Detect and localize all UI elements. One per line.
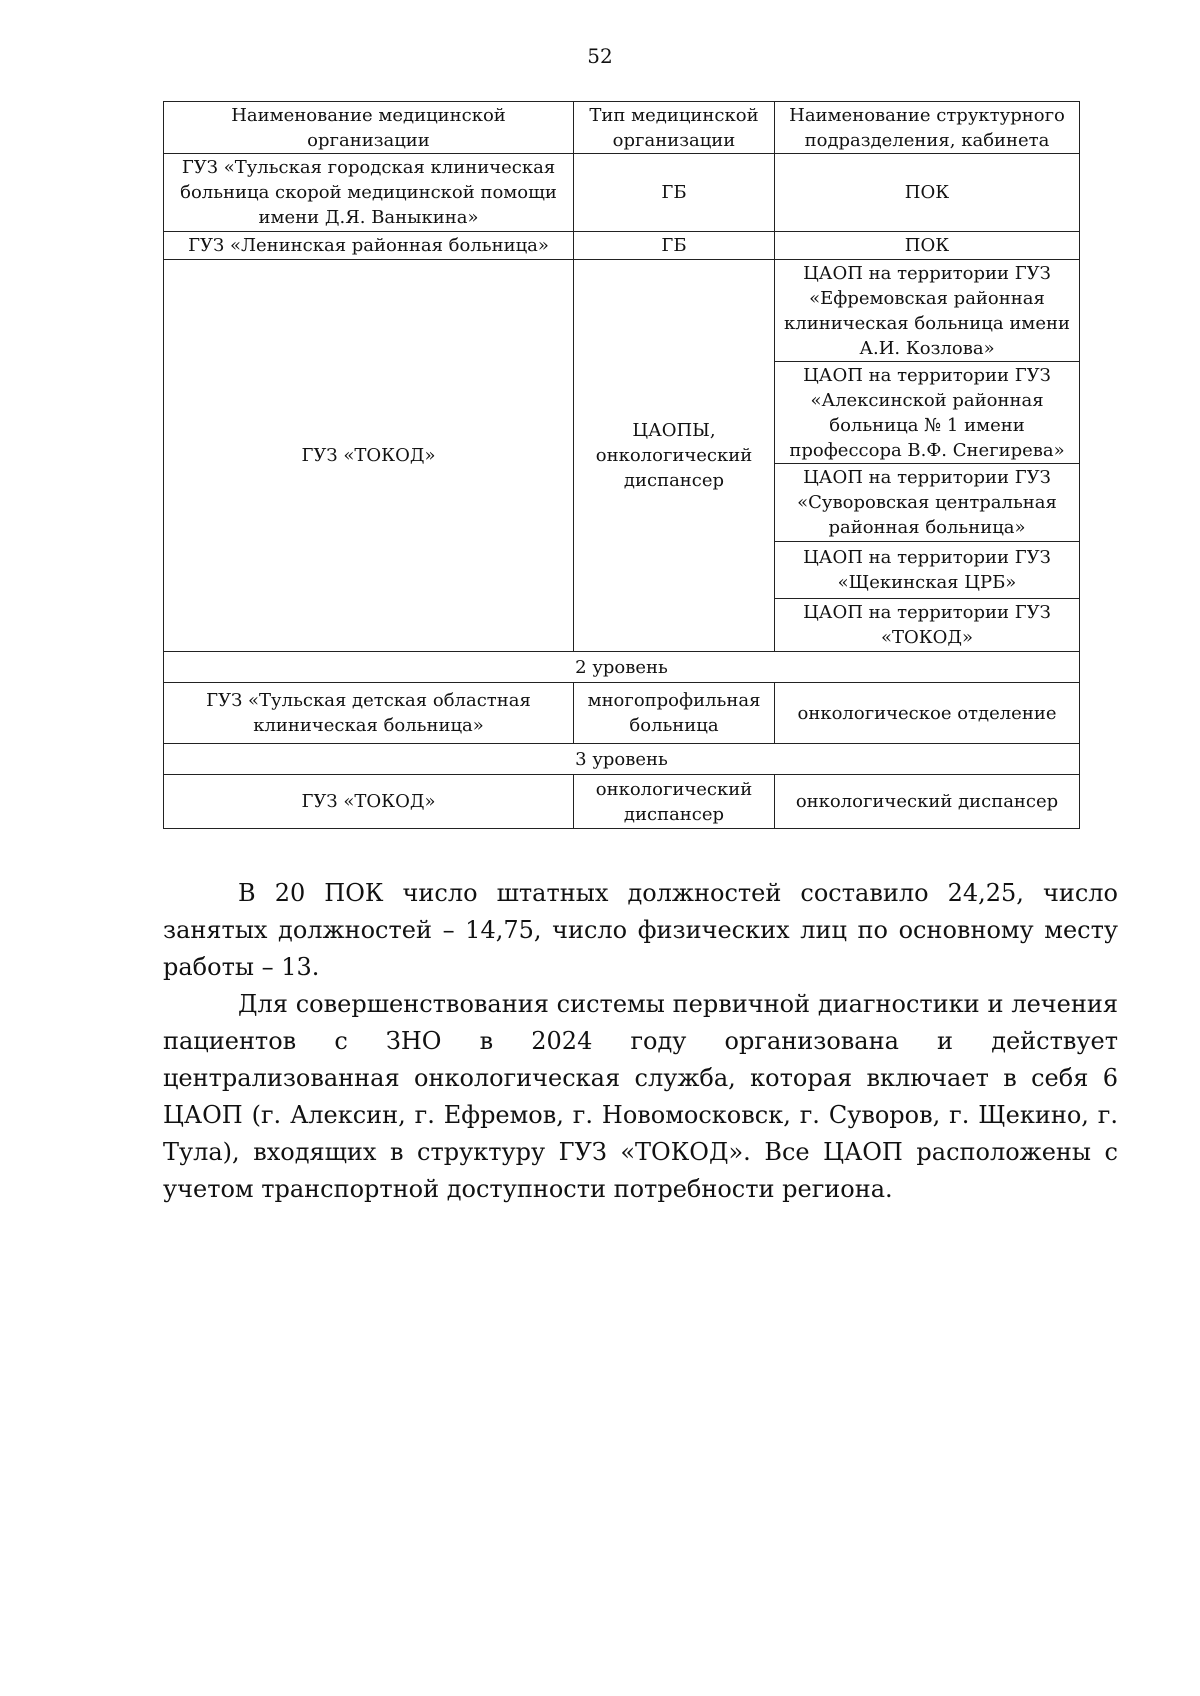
cell-unit: ПОК [775, 232, 1080, 260]
cell-type: ГБ [574, 154, 775, 232]
cell-unit: ЦАОП на территории ГУЗ «Щекинская ЦРБ» [775, 542, 1080, 599]
cell-unit: онкологическое отделение [775, 683, 1080, 744]
cell-org: ГУЗ «Тульская городская клиническая больница скорой медицинской помощи имени Д.Я. Ваныкина» [164, 154, 574, 232]
table-row [164, 154, 1080, 232]
table-row [164, 260, 1080, 362]
table-row [164, 683, 1080, 744]
cell-org: ГУЗ «ТОКОД» [164, 775, 574, 829]
cell-unit: ЦАОП на территории ГУЗ «Ефремовская районная клиническая больница имени А.И. Козлова» [775, 260, 1080, 362]
cell-unit: ПОК [775, 154, 1080, 232]
cell-org: ГУЗ «Тульская детская областная клиническая больница» [164, 683, 574, 744]
page-number: 52 [587, 44, 613, 68]
body-text [163, 875, 1118, 1208]
cell-org-tokod: ГУЗ «ТОКОД» [164, 260, 574, 652]
cell-type: ГБ [574, 232, 775, 260]
cell-unit: ЦАОП на территории ГУЗ «Суворовская центральная районная больница» [775, 464, 1080, 542]
medical-organizations-table [163, 101, 1080, 829]
level-row [164, 652, 1080, 683]
cell-type: онкологический диспансер [574, 775, 775, 829]
level-3-label: 3 уровень [164, 744, 1080, 775]
table-row [164, 775, 1080, 829]
table-header-row [164, 102, 1080, 154]
cell-unit: онкологический диспансер [775, 775, 1080, 829]
header-org-type: Тип медицинской организации [574, 102, 775, 154]
header-unit-name: Наименование структурного подразделения, кабинета [775, 102, 1080, 154]
cell-unit: ЦАОП на территории ГУЗ «Алексинской районная больница № 1 имени профессора В.Ф. Снегирева» [775, 362, 1080, 464]
header-org-name: Наименование медицинской организации [164, 102, 574, 154]
table-row [164, 232, 1080, 260]
level-2-label: 2 уровень [164, 652, 1080, 683]
cell-unit: ЦАОП на территории ГУЗ «ТОКОД» [775, 599, 1080, 652]
cell-type-tokod: ЦАОПЫ, онкологический диспансер [574, 260, 775, 652]
cell-type: многопрофильная больница [574, 683, 775, 744]
paragraph: В 20 ПОК число штатных должностей составило 24,25, число занятых должностей – 14,75, число физических лиц по основному месту работы – 13. [163, 879, 1118, 981]
paragraph: Для совершенствования системы первичной диагностики и лечения пациентов с ЗНО в 2024 году организована и действует централизованная онкологическая служба, которая включает в себя 6 ЦАОП (г. Алексин, г. Ефремов, г. Новомосковск, г. Суворов, г. Щекино, г. Тула), входящих в структуру ГУЗ «ТОКОД». Все ЦАОП расположены с учетом транспортной доступности потребности региона. [163, 990, 1118, 1203]
level-row [164, 744, 1080, 775]
cell-org: ГУЗ «Ленинская районная больница» [164, 232, 574, 260]
